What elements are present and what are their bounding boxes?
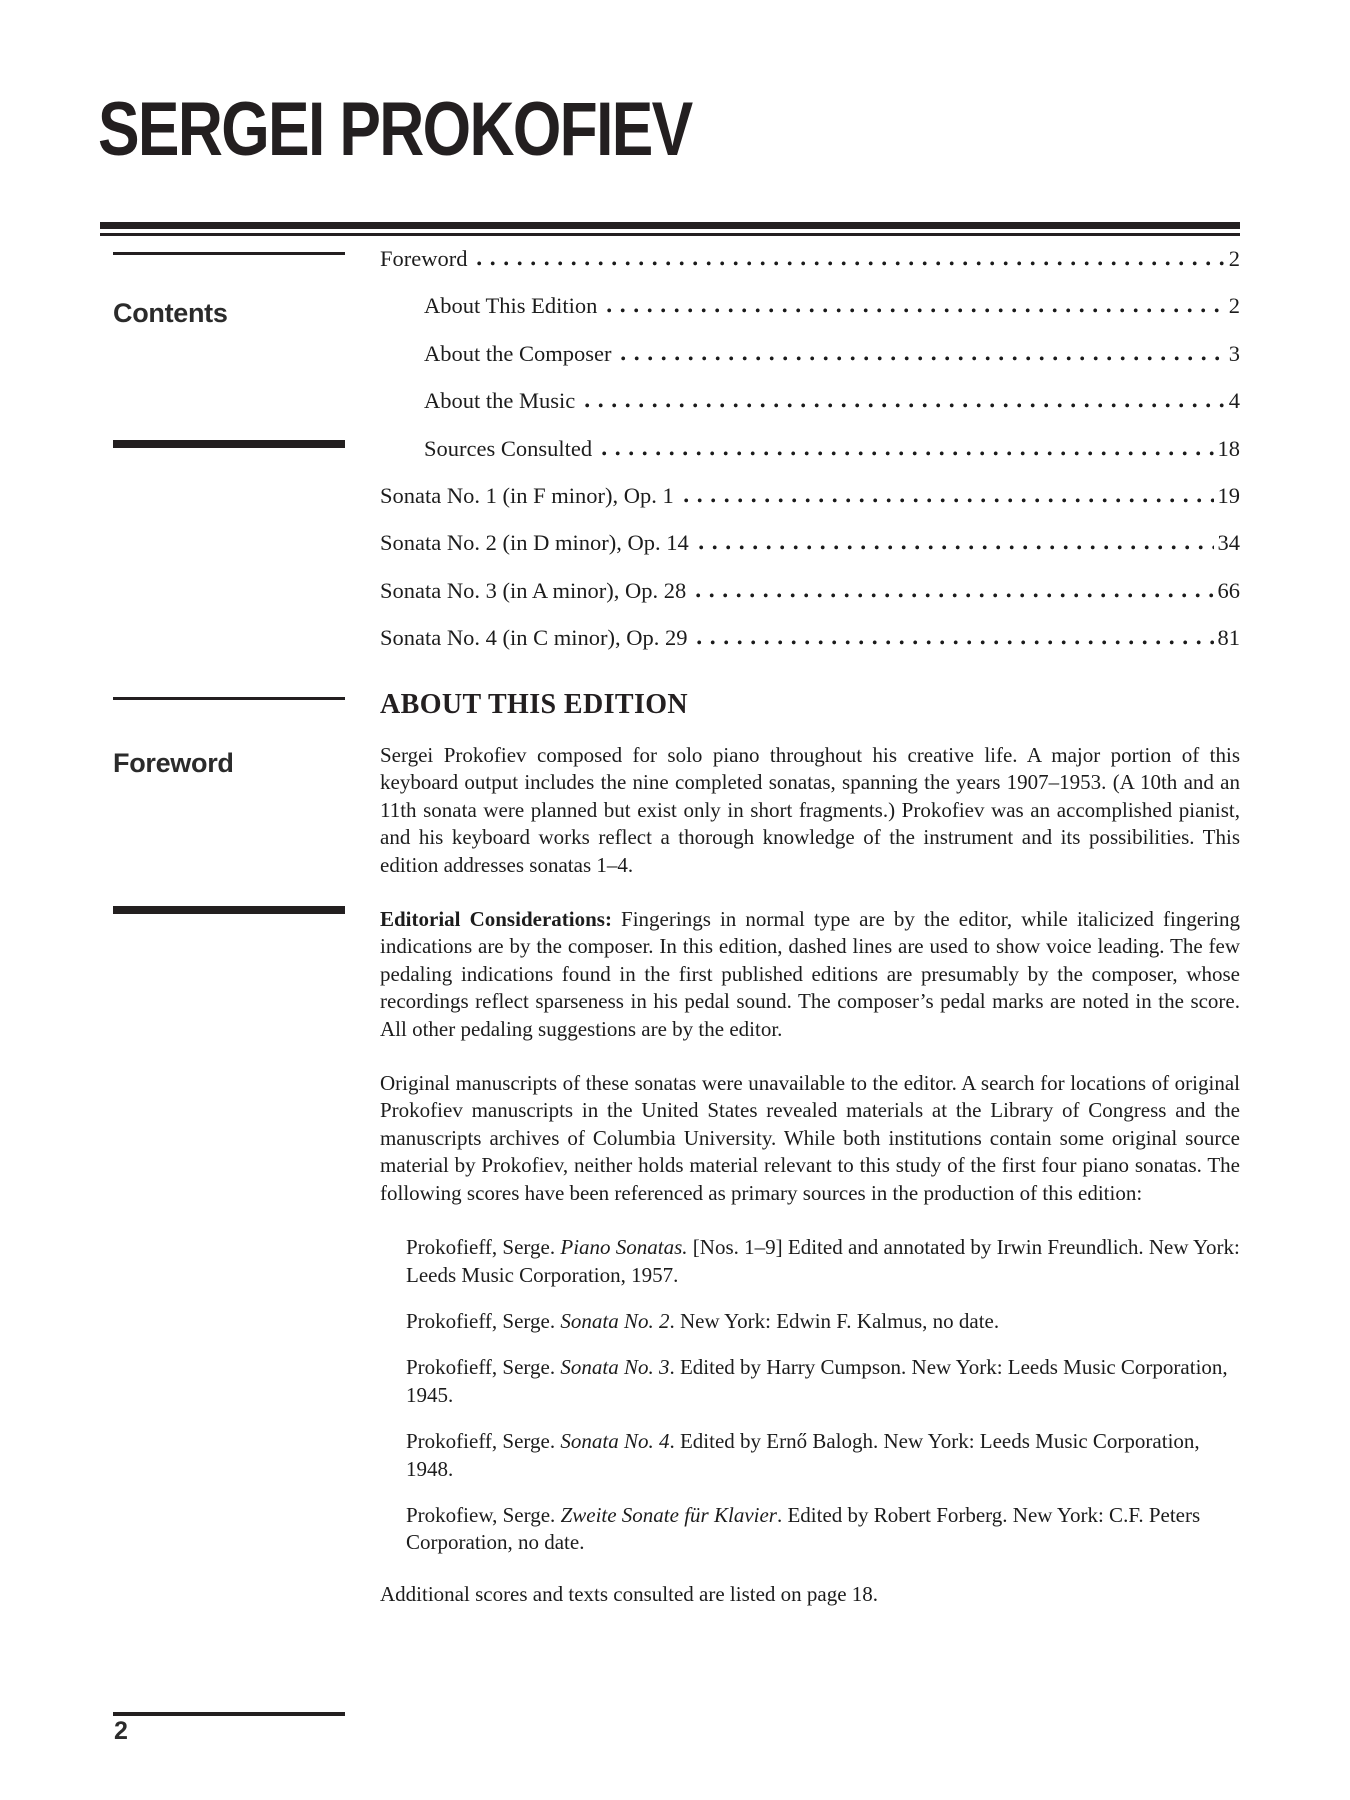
toc-dot-leader [699, 545, 1214, 550]
toc-label: Sonata No. 1 (in F minor), Op. 1 [380, 482, 674, 508]
toc-dot-leader [696, 593, 1213, 598]
toc-dot-leader [684, 498, 1214, 503]
toc-label: Sonata No. 2 (in D minor), Op. 14 [380, 530, 689, 556]
toc-page-number: 2 [1228, 246, 1240, 271]
bib-details: . New York: Edwin F. Kalmus, no date. [669, 1308, 1000, 1333]
sidebar-rule-thick-2 [113, 906, 345, 914]
toc-page-number: 81 [1217, 625, 1240, 651]
editorial-body: Fingerings in normal type are by the editor, while italicized fingering indications are by the composer. In this edition, dashed lines are used to show voice leading. The few pedaling indications found in the first published editions are presumably by the composer, whose recordings reflect sparseness in his pedal sound. The composer’s pedal marks are noted in the score. All other pedaling suggestions are by the editor. [380, 907, 1240, 1041]
sidebar-rule-top [113, 252, 345, 255]
toc-label: About the Music [424, 388, 576, 414]
toc-dot-leader [602, 451, 1213, 456]
toc-page-number: 18 [1217, 435, 1240, 461]
bib-author: Prokofieff, Serge. [406, 1355, 561, 1380]
bib-title: Zweite Sonate für Klavier [560, 1502, 777, 1527]
bib-details: . Edited by Harry Cumpson. New York: Leeds Music Corporation, 1945. [406, 1355, 1228, 1407]
toc-dot-leader [607, 308, 1224, 313]
toc-page-number: 19 [1217, 482, 1240, 508]
toc-label: Sonata No. 4 (in C minor), Op. 29 [380, 625, 688, 651]
bibliography-entry [406, 1354, 1240, 1409]
foreword-section [380, 689, 1240, 1635]
toc-page-number: 2 [1228, 293, 1240, 319]
paragraph-manuscripts: Original manuscripts of these sonatas were unavailable to the editor. A search for locations of original Prokofiev manuscripts in the United States revealed materials at the Library of Congress and the manuscripts archives of Columbia University. While both institutions contain some original source material by Prokofiev, neither holds material relevant to this study of the first four piano sonatas. The following scores have been referenced as primary sources in the production of this edition: [380, 1071, 1240, 1205]
toc-row [380, 436, 1240, 483]
paragraph-edition: Sergei Prokofiev composed for solo piano throughout his creative life. A major portion of this keyboard output includes the nine completed sonatas, spanning the years 1907–1953. (A 10th and an 11th sonata were planned but exist only in short fragments.) Prokofiev was an accomplished pianist, and his keyboard works reflect a thorough knowledge of the instrument and its possibilities. This edition addresses sonatas 1–4. [380, 743, 1240, 877]
toc-row [380, 625, 1240, 672]
toc-label: Sonata No. 3 (in A minor), Op. 28 [380, 577, 687, 603]
toc-label: Sources Consulted [424, 435, 593, 461]
toc-page-number: 4 [1228, 388, 1240, 414]
bibliography-entry [406, 1502, 1240, 1557]
title-rule-thick [100, 222, 1240, 229]
toc-row [380, 483, 1240, 530]
bibliography [406, 1234, 1240, 1557]
toc-label: About This Edition [424, 293, 598, 319]
section-heading: ABOUT THIS EDITION [380, 689, 689, 720]
bibliography-entry [406, 1234, 1240, 1289]
sidebar-rule-thick-1 [113, 440, 345, 448]
toc-dot-leader [585, 403, 1225, 408]
sidebar-foreword-label: Foreword [113, 748, 234, 778]
sidebar-contents-label: Contents [113, 298, 228, 328]
bib-author: Prokofieff, Serge. [406, 1235, 561, 1260]
editorial-lead-in: Editorial Considerations: [380, 907, 612, 932]
bib-author: Prokofieff, Serge. [406, 1429, 561, 1454]
toc-page-number: 66 [1217, 577, 1240, 603]
toc-row [380, 388, 1240, 435]
toc-label: Foreword [380, 246, 468, 271]
title-rule-thin [100, 233, 1240, 236]
toc-page-number: 34 [1217, 530, 1240, 556]
paragraph-editorial [380, 906, 1240, 1043]
bib-title: Sonata No. 3 [560, 1355, 670, 1380]
bib-author: Prokofieff, Serge. [406, 1308, 561, 1333]
closing-note: Additional scores and texts consulted are listed on page 18. [380, 1581, 879, 1606]
bib-author: Prokofiew, Serge. [406, 1502, 561, 1527]
bib-title: Sonata No. 2 [560, 1308, 670, 1333]
toc-row [380, 578, 1240, 625]
sidebar-rule-thin-2 [113, 697, 345, 700]
toc-row [380, 293, 1240, 340]
bibliography-entry [406, 1428, 1240, 1483]
bib-title: Piano Sonatas. [560, 1235, 688, 1260]
table-of-contents [380, 246, 1240, 673]
page-title: SERGEI PROKOFIEV [98, 87, 692, 172]
footer-rule [113, 1712, 345, 1716]
toc-dot-leader [697, 640, 1213, 645]
bib-details: [Nos. 1–9] Edited and annotated by Irwin Freundlich. New York: Leeds Music Corporation, 1957. [406, 1235, 1240, 1287]
toc-row [380, 341, 1240, 388]
toc-label: About the Composer [424, 340, 612, 366]
bib-title: Sonata No. 4 [560, 1429, 670, 1454]
toc-row [380, 530, 1240, 577]
bib-details: . Edited by Ernő Balogh. New York: Leeds Music Corporation, 1948. [406, 1429, 1200, 1481]
toc-dot-leader [477, 261, 1224, 266]
page-number: 2 [114, 1717, 128, 1745]
toc-row [380, 246, 1240, 293]
toc-page-number: 3 [1228, 340, 1240, 366]
bib-details: . Edited by Robert Forberg. New York: C.F. Peters Corporation, no date. [406, 1502, 1201, 1555]
bibliography-entry [406, 1308, 1240, 1335]
toc-dot-leader [621, 356, 1224, 361]
